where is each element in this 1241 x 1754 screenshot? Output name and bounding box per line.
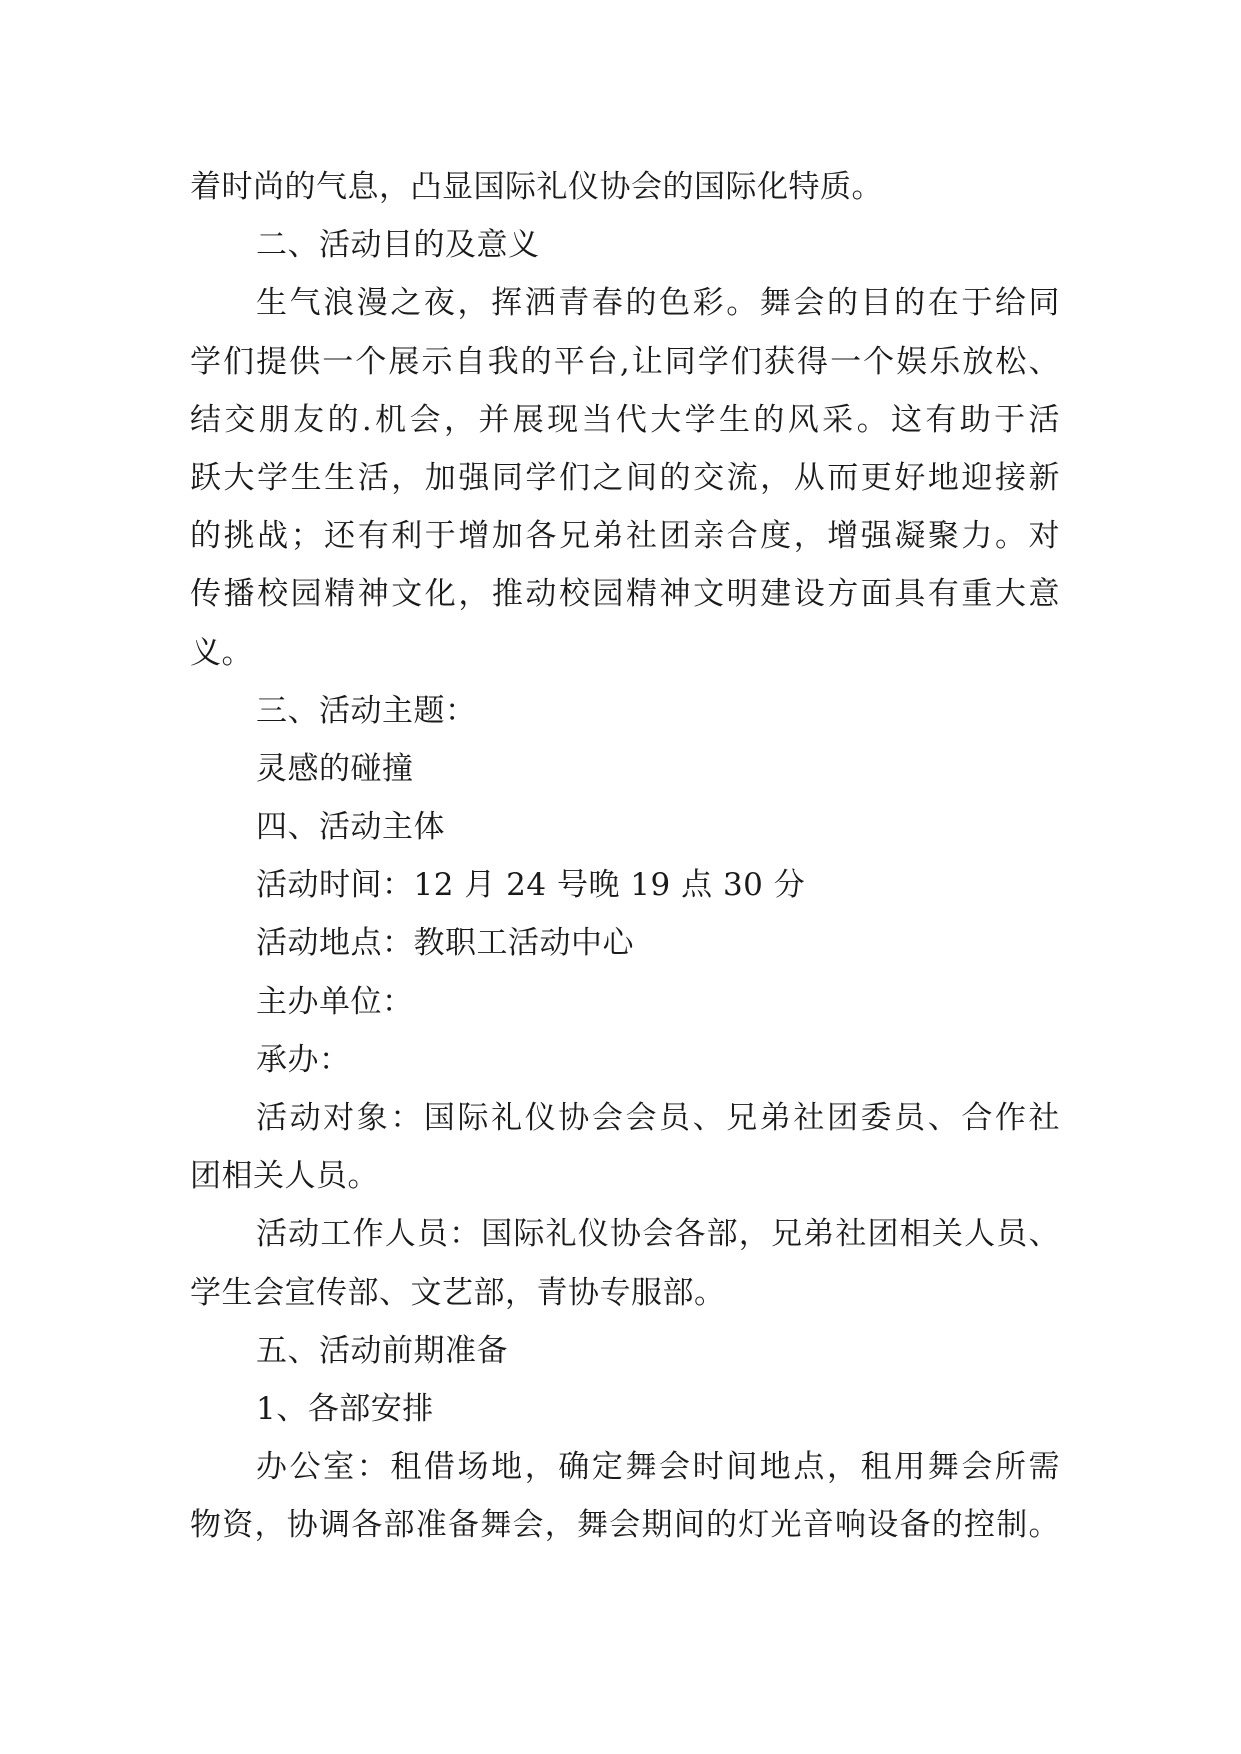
text-line: 传播校园精神文化，推动校园精神文明建设方面具有重大意	[190, 576, 1060, 613]
text-line: 活动工作人员：国际礼仪协会各部，兄弟社团相关人员、	[256, 1216, 1060, 1253]
text-line: 活动地点：教职工活动中心	[256, 925, 634, 962]
text-line: 灵感的碰撞	[256, 750, 414, 787]
section-heading: 二、活动目的及意义	[256, 227, 540, 264]
text-line: 的挑战；还有利于增加各兄弟社团亲合度，增强凝聚力。对	[190, 518, 1060, 555]
text-line: 活动对象：国际礼仪协会会员、兄弟社团委员、合作社	[256, 1100, 1060, 1136]
subsection-heading: 1、各部安排	[256, 1390, 434, 1427]
text-line: 主办单位：	[256, 983, 414, 1020]
text-line: 义。	[190, 634, 253, 671]
text-line: 结交朋友的.机会，并展现当代大学生的风采。这有助于活	[190, 401, 1060, 438]
section-heading: 五、活动前期准备	[256, 1332, 508, 1369]
section-heading: 三、活动主题：	[256, 692, 477, 729]
text-line: 物资，协调各部准备舞会，舞会期间的灯光音响设备的控制。	[190, 1507, 1060, 1544]
text-line: 着时尚的气息，凸显国际礼仪协会的国际化特质。	[190, 169, 883, 205]
text-line: 学们提供一个展示自我的平台,让同学们获得一个娱乐放松、	[190, 343, 1060, 380]
text-line: 承办：	[256, 1041, 351, 1078]
document-page	[190, 158, 1060, 1555]
text-line: 生气浪漫之夜，挥洒青春的色彩。舞会的目的在于给同	[256, 285, 1060, 322]
text-line: 办公室：租借场地，确定舞会时间地点，租用舞会所需	[256, 1449, 1060, 1486]
text-line: 活动时间：12 月 24 号晚 19 点 30 分	[256, 867, 806, 904]
text-line: 团相关人员。	[190, 1158, 379, 1195]
text-line: 学生会宣传部、文艺部，青协专服部。	[190, 1274, 726, 1311]
text-line: 跃大学生生活，加强同学们之间的交流，从而更好地迎接新	[190, 459, 1060, 496]
section-heading: 四、活动主体	[256, 809, 445, 846]
